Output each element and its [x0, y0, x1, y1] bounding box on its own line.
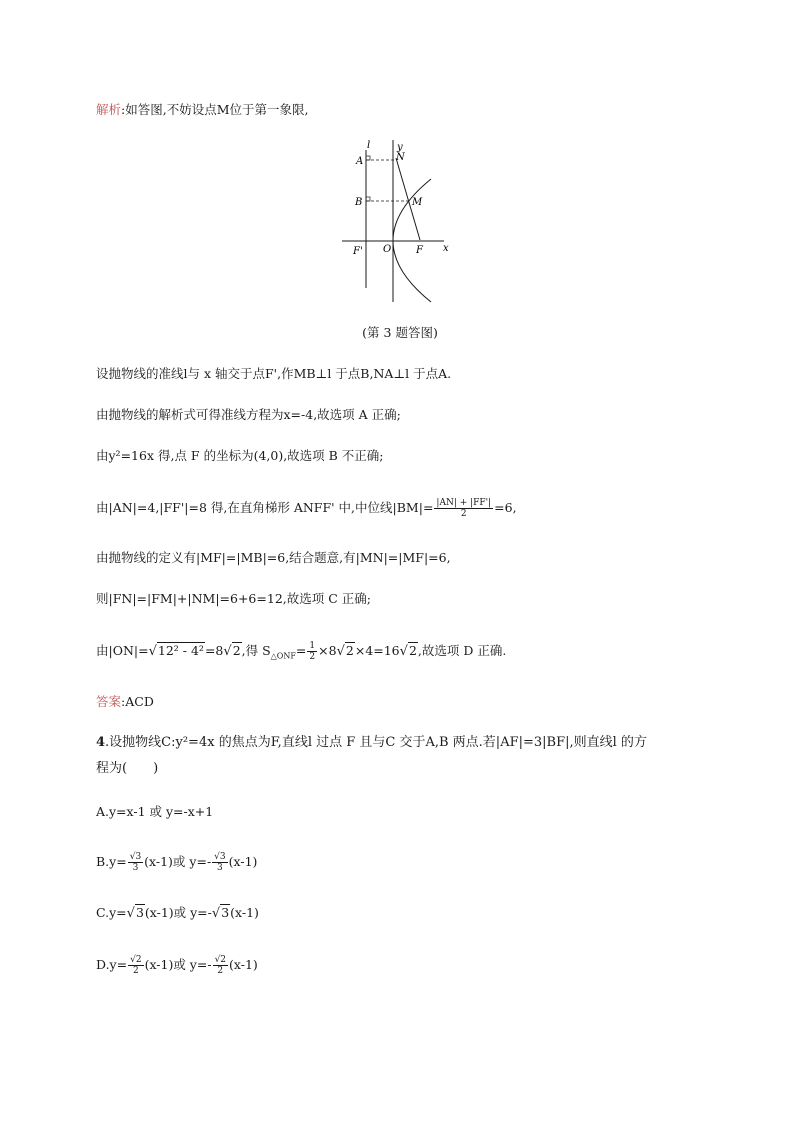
option-b-frac-2	[212, 852, 227, 873]
option-b-pre: B.y=	[96, 854, 127, 869]
sqrt-sign: √	[126, 906, 135, 921]
line-7-h: ×4=16	[354, 643, 400, 658]
option-d-frac-2	[213, 955, 228, 976]
solution-label: 解析	[96, 102, 122, 117]
radicand-3: 2	[345, 643, 354, 658]
parabola-figure	[340, 136, 460, 306]
option-d-mid: (x-1)或 y=-	[144, 957, 212, 972]
label-A: A	[356, 156, 364, 167]
question-number: 4	[96, 735, 106, 750]
option-c-radicand-2: 3	[221, 905, 230, 920]
frac-den: 2	[217, 966, 224, 976]
option-b	[96, 852, 257, 873]
line-7-d: ,得 S	[241, 643, 271, 658]
label-N: N	[396, 152, 405, 163]
solution-intro-text: :如答图,不妨设点M位于第一象限,	[121, 102, 309, 117]
line-7-e: =	[295, 643, 307, 658]
question-4-stem-line-2: 程为( )	[96, 761, 159, 776]
answer-label: 答案	[96, 694, 122, 709]
sqrt-sign: √	[211, 906, 221, 921]
figure-caption: (第 3 题答图)	[362, 325, 438, 340]
fraction-numerator: |AN| + |FF'|	[436, 498, 492, 508]
sqrt-sign: √	[399, 644, 408, 659]
solution-intro	[96, 101, 308, 119]
half-denominator: 2	[309, 652, 316, 662]
option-c-radicand-1: 3	[135, 905, 144, 920]
option-d-frac-1	[128, 955, 143, 976]
area-subscript: △ONF	[270, 651, 296, 661]
line-7-f: ×8	[318, 643, 337, 658]
option-c-mid: (x-1)或 y=-	[144, 905, 212, 920]
solution-line-5: 由抛物线的定义有|MF|=|MB|=6,结合题意,有|MN|=|MF|=6,	[96, 550, 451, 565]
answer-value: :ACD	[121, 694, 154, 709]
right-angle-A	[366, 156, 370, 160]
fraction-midline	[434, 498, 493, 519]
question-4-stem-line-1	[96, 734, 647, 752]
label-F: F	[416, 245, 423, 256]
label-M: M	[412, 197, 423, 208]
radicand-1: 12² - 4²	[157, 643, 204, 658]
option-b-mid: (x-1)或 y=-	[144, 854, 212, 869]
label-y: y	[397, 142, 403, 153]
line-4-post: =6,	[494, 500, 517, 515]
option-c-post: (x-1)	[230, 905, 259, 920]
solution-line-4	[96, 498, 517, 519]
solution-line-6: 则|FN|=|FM|+|NM|=6+6=12,故选项 C 正确;	[96, 591, 371, 606]
sqrt-sign: √	[336, 644, 345, 659]
solution-line-7	[96, 641, 506, 662]
line-7-a: 由|ON|=	[96, 643, 149, 658]
answer-line	[96, 693, 154, 711]
option-d-pre: D.y=	[96, 957, 128, 972]
label-B: B	[355, 197, 363, 208]
solution-line-2: 由抛物线的解析式可得准线方程为x=-4,故选项 A 正确;	[96, 407, 401, 422]
line-4-pre: 由|AN|=4,|FF'|=8 得,在直角梯形 ANFF' 中,中位线|BM|=	[96, 500, 434, 515]
line-7-b: =8	[204, 643, 224, 658]
frac-den: 3	[217, 863, 223, 873]
frac-den: 3	[132, 863, 139, 873]
option-d	[96, 955, 258, 976]
radicand-4: 2	[408, 643, 417, 658]
sqrt-sign: √	[148, 644, 157, 659]
label-x: x	[443, 243, 449, 254]
question-stem-1: .设抛物线C:y²=4x 的焦点为F,直线l 过点 F 且与C 交于A,B 两点.若|AF|=3|BF|,则直线l 的方	[105, 735, 647, 750]
option-a: A.y=x-1 或 y=-x+1	[96, 804, 214, 819]
label-F-prime: F'	[353, 246, 363, 257]
radicand-2: 2	[232, 643, 241, 658]
option-d-post: (x-1)	[229, 957, 258, 972]
frac-num: √3	[129, 852, 142, 862]
line-7-j: ,故选项 D 正确.	[417, 643, 507, 658]
half-numerator: 1	[309, 641, 316, 651]
fraction-half	[307, 641, 317, 662]
label-l: l	[367, 140, 371, 151]
solution-line-1: 设抛物线的准线l与 x 轴交于点F',作MB⊥l 于点B,NA⊥l 于点A.	[96, 366, 452, 381]
frac-num: √3	[214, 852, 226, 862]
fraction-denominator: 2	[460, 509, 467, 519]
label-O: O	[383, 244, 392, 255]
solution-line-3: 由y²=16x 得,点 F 的坐标为(4,0),故选项 B 不正确;	[96, 448, 384, 463]
option-b-post: (x-1)	[228, 854, 258, 869]
right-angle-B	[366, 197, 370, 201]
option-c-pre: C.y=	[96, 905, 127, 920]
frac-den: 2	[132, 966, 139, 976]
option-b-frac-1	[128, 852, 143, 873]
frac-num: √2	[214, 955, 227, 965]
sqrt-sign: √	[223, 644, 232, 659]
option-c	[96, 904, 259, 923]
frac-num: √2	[130, 955, 142, 965]
